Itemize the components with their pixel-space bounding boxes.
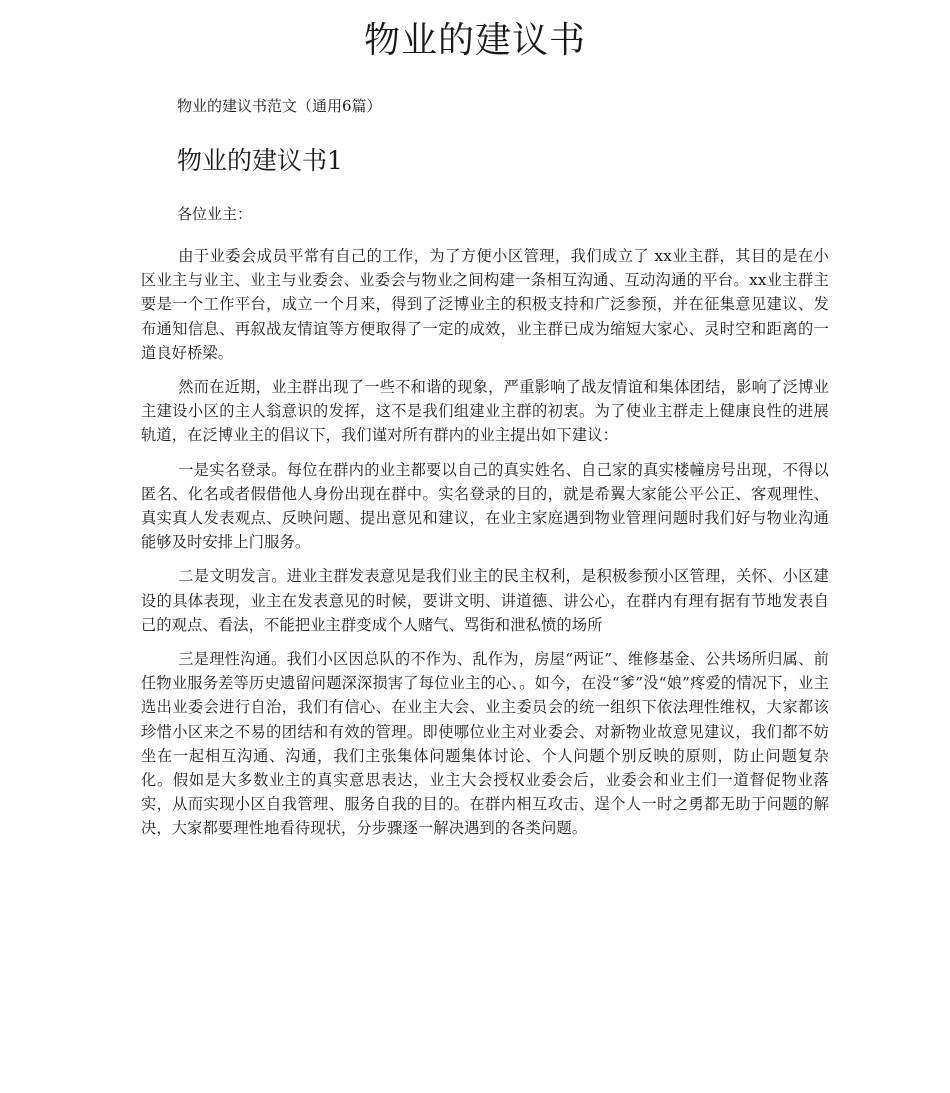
paragraph-rational-communication: 三是理性沟通。我们小区因总队的不作为、乱作为，房屋“两证”、维修基金、公共场所归属、前任物业服务差等历史遗留问题深深损害了每位业主的心、。如今，在没“爹”没“娘”疼爱的情况下，业主选出业委会进行自治，我们有信心、在业主大会、业主委员会的统一组织下依法理性维权，大家都该珍惜小区来之不易的团结和有效的管理。即使哪位业主对业委会、对新物业故意见建议，我们都不妨坐在一起相互沟通、沟通，我们主张集体问题集体讨论、个人问题个别反映的原则，防止问题复杂化。假如是大多数业主的真实意思表达，业主大会授权业委会后，业委会和业主们一道督促物业落实，从而实现小区自我管理、服务自我的目的。在群内相互攻击、逞个人一时之勇都无助于问题的解决，大家都要理性地看待现状，分步骤逐一解决遇到的各类问题。 <box>141 650 829 838</box>
salutation: 各位业主： <box>177 205 253 223</box>
paragraph-intro: 由于业委会成员平常有自己的工作，为了方便小区管理，我们成立了 xx业主群，其目的是在小区业主与业主、业主与业委会、业委会与物业之间构建一条相互沟通、互动沟通的平台。xx业主群主要是一个工作平台，成立一个月来，得到了泛博业主的积极支持和广泛参预，并在征集意见建议、发布通知信息、再叙战友情谊等方便取得了一定的成效，业主群已成为缩短大家心、灵时空和距离的一道良好桥梁。 <box>141 247 829 362</box>
section-heading: 物业的建议书1 <box>177 146 343 175</box>
paragraph-real-name: 一是实名登录。每位在群内的业主都要以自己的真实姓名、自己家的真实楼幢房号出现，不得以匿名、化名或者假借他人身份出现在群中。实名登录的目的，就是希翼大家能公平公正、客观理性、真实真人发表观点、反映问题、提出意见和建议，在业主家庭遇到物业管理问题时我们好与物业沟通能够及时安排上门服务。 <box>141 460 829 552</box>
paragraph-problem: 然而在近期，业主群出现了一些不和谐的现象，严重影响了战友情谊和集体团结，影响了泛博业主建设小区的主人翁意识的发挥，这不是我们组建业主群的初衷。为了使业主群走上健康良性的进展轨道，在泛博业主的倡议下，我们谨对所有群内的业主提出如下建议： <box>141 378 829 445</box>
letter-body <box>141 244 829 851</box>
paragraph-civil-speech: 二是文明发言。进业主群发表意见是我们业主的民主权利，是积极参预小区管理，关怀、小区建设的具体表现，业主在发表意见的时候，要讲文明、讲道德、讲公心，在群内有理有据有节地发表自己的观点、看法，不能把业主群变成个人赌气、骂街和泄私愤的场所 <box>141 567 829 634</box>
document-title: 物业的建议书 <box>363 20 586 61</box>
document-subtitle: 物业的建议书范文（通用6篇） <box>177 97 382 115</box>
